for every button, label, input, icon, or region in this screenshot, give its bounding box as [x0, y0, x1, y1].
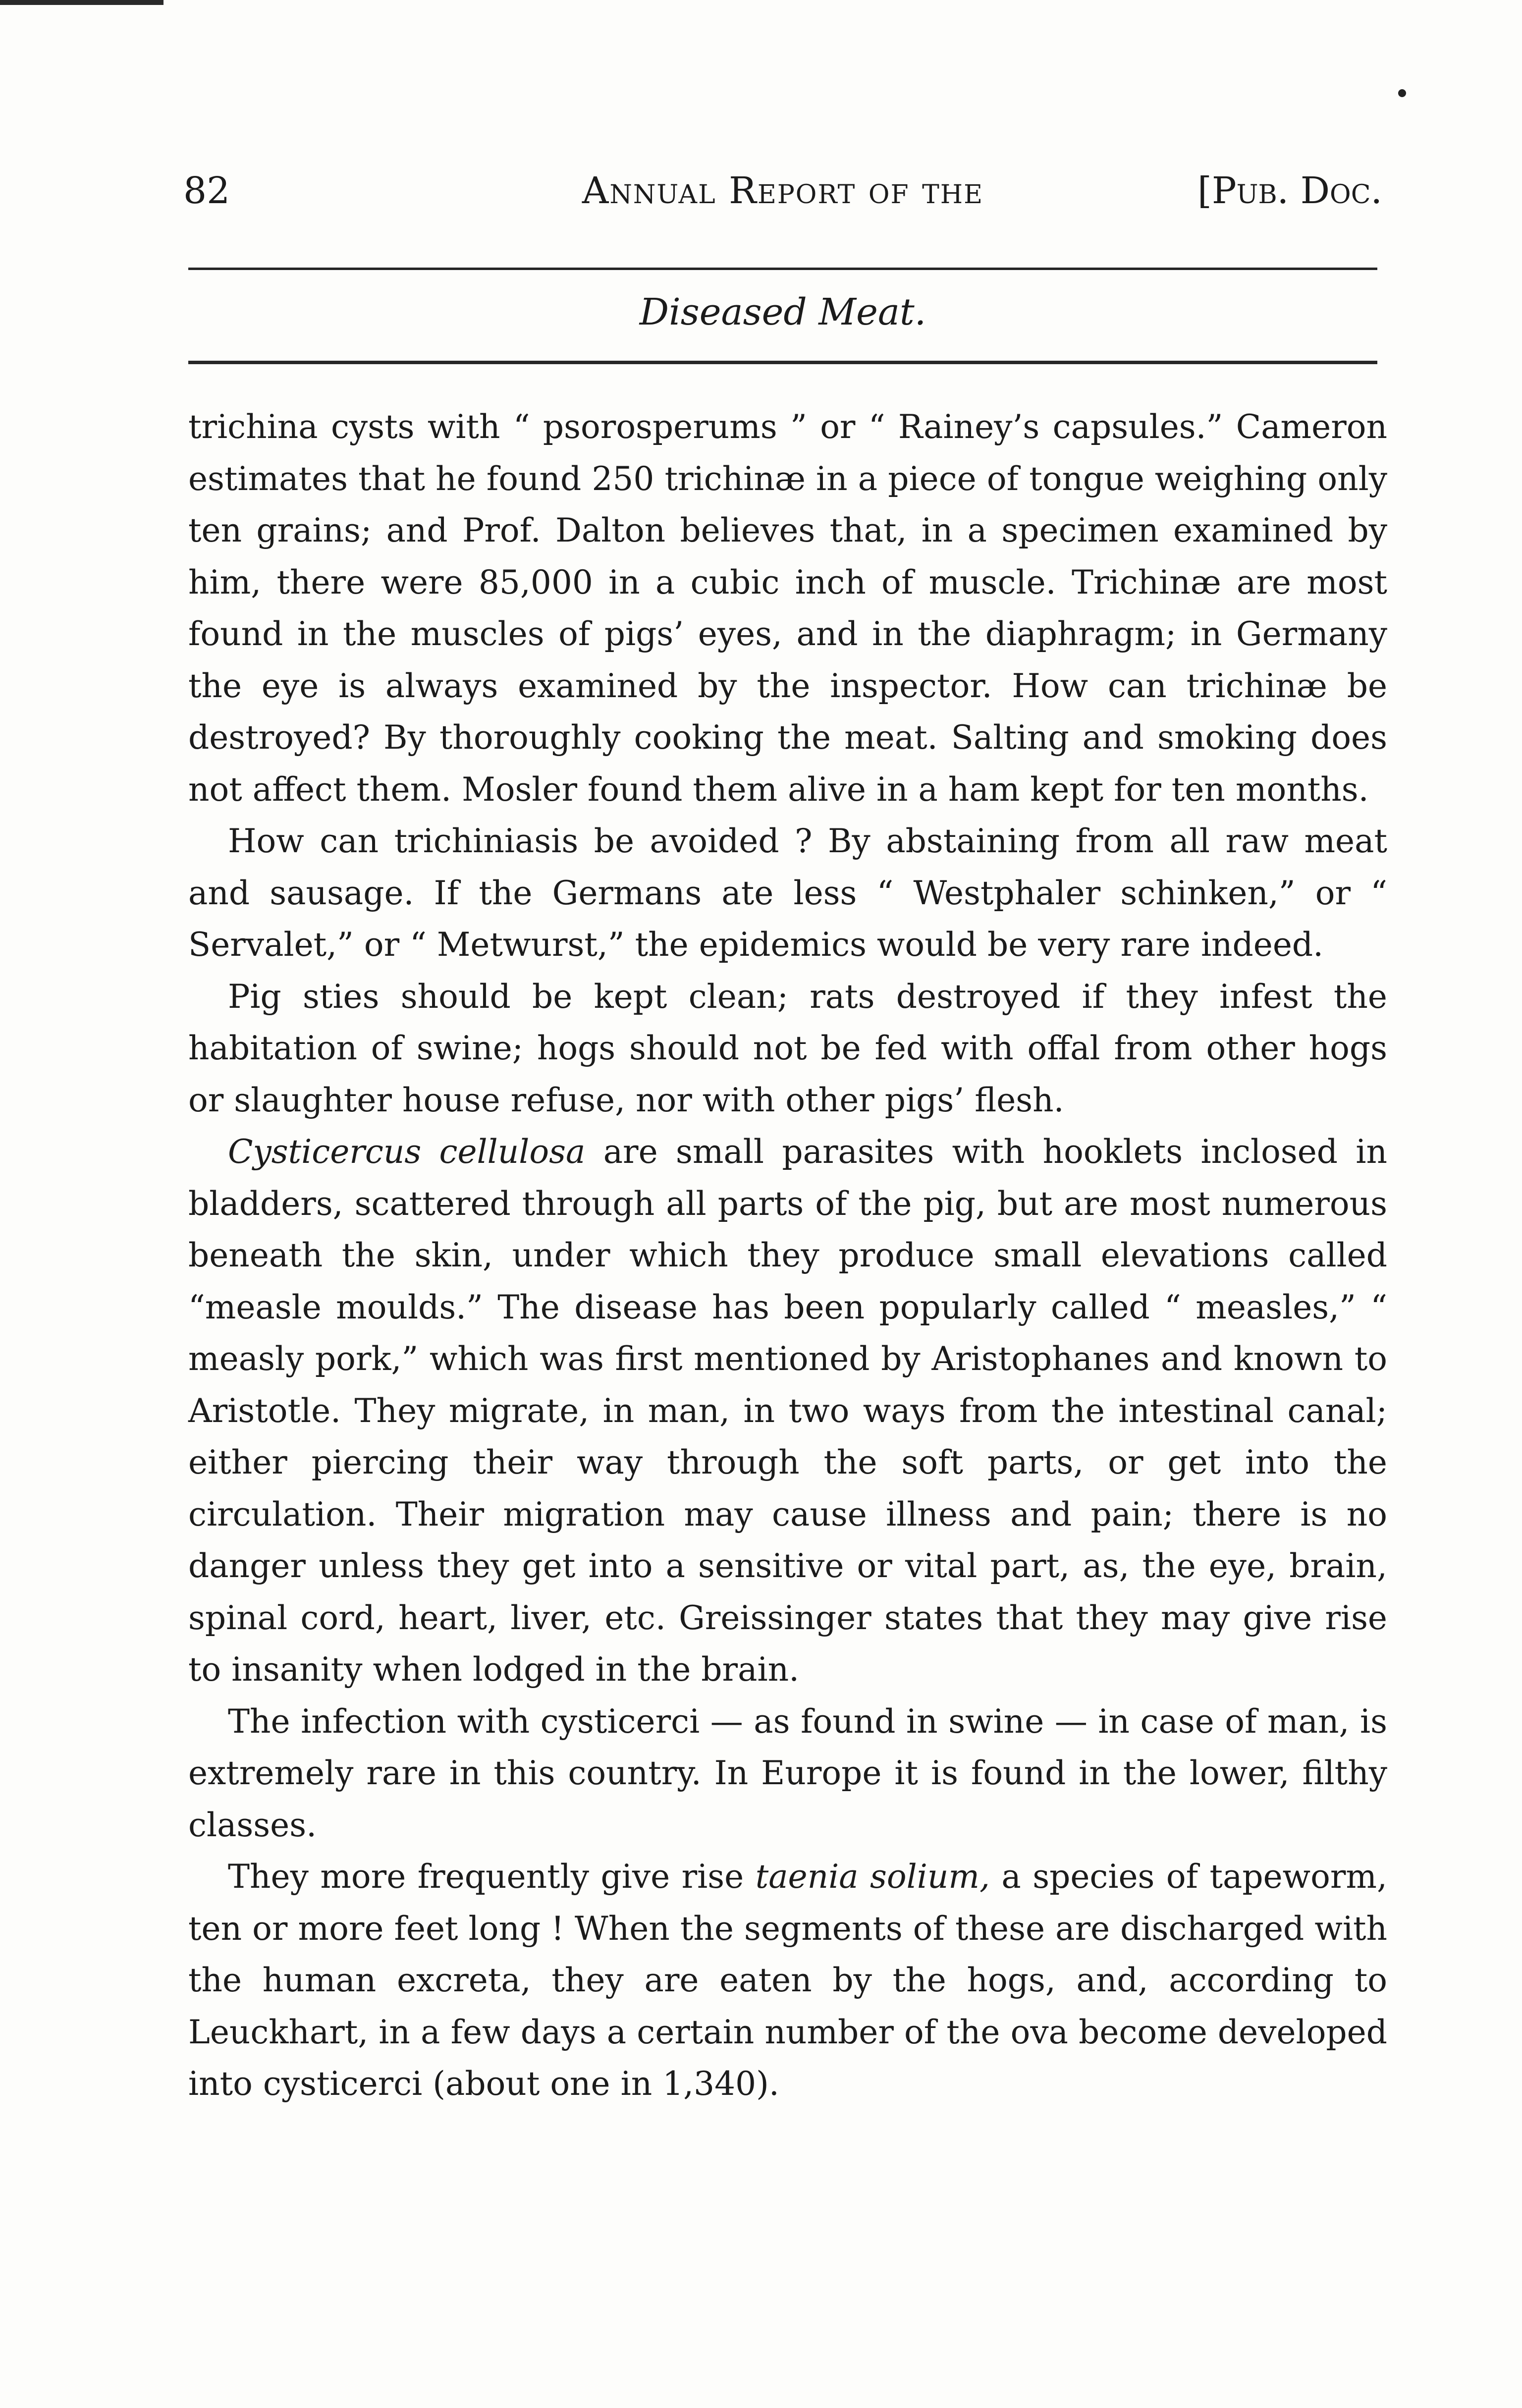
paragraph-cysticercus-text: are small parasites with hooklets inclosed in bladders, scattered through all parts of the pig, but are most numerous beneath the skin, under which they produce small elevations called “measle moulds.” The disease has been popularly called “ measles,” “ measly pork,” which was first mentioned by Aristophanes and known to Aristotle. They migrate, in man, in two ways from the intestinal canal; either piercing their way through the soft parts, or get into the circulation. Their migration may cause illness and pain; there is no danger unless they get into a sensitive or vital part, as, the eye, brain, spinal cord, heart, liver, etc. Greissinger states that they may give rise to insanity when lodged in the brain. [188, 1133, 1387, 1689]
running-header [183, 164, 1382, 218]
paragraph-cysticercus [188, 1126, 1387, 1696]
paragraph-taenia-start: They more frequently give rise [228, 1858, 756, 1896]
paragraph-trichiniasis-avoidance: How can trichiniasis be avoided ? By abstaining from all raw meat and sausage. If the Germans ate less “ Westphaler schinken,” or “ Servalet,” or “ Metwurst,” the epidemics would be very rare indeed. [188, 822, 1387, 964]
scan-edge-mark [0, 0, 163, 5]
body-text [188, 401, 1387, 2110]
page-number: 82 [183, 169, 230, 212]
paragraph-taenia-text: a species of tapeworm, ten or more feet long ! When the segments of these are discharged with the human excreta, they are eaten by the hogs, and, according to Leuckhart, in a few days a certain number of the ova become developed into cysticerci (about one in 1,340). [188, 1858, 1387, 2103]
header-rule-bottom [188, 361, 1377, 364]
term-cysticercus-cellulosa: Cysticercus cellulosa [228, 1133, 586, 1171]
header-rule-top [188, 268, 1377, 270]
section-title: Diseased Meat. [639, 291, 926, 333]
term-taenia-solium: taenia solium, [755, 1858, 990, 1896]
document-reference: [Pub. Doc. [1197, 169, 1382, 212]
paragraph-pig-sties: Pig sties should be kept clean; rats destroyed if they infest the habitation of swine; hogs should not be fed with offal from other hogs or slaughter house refuse, nor with other pigs’ flesh. [188, 977, 1387, 1119]
paragraph-taenia [188, 1851, 1387, 2110]
ink-speck [1398, 89, 1406, 97]
running-title: Annual Report of the [582, 169, 984, 212]
paragraph-trichina-cysts: trichina cysts with “ psorosperums ” or “ Rainey’s capsules.” Cameron estimates that he found 250 trichinæ in a piece of tongue weighing only ten grains; and Prof. Dalton believes that, in a specimen examined by him, there were 85,000 in a cubic inch of muscle. Trichinæ are most found in the muscles of pigs’ eyes, and in the diaphragm; in Germany the eye is always examined by the inspector. How can trichinæ be destroyed? By thoroughly cooking the meat. Salting and smoking does not affect them. Mosler found them alive in a ham kept for ten months. [188, 408, 1387, 809]
paragraph-infection: The infection with cysticerci — as found in swine — in case of man, is extremely rare in this country. In Europe it is found in the lower, filthy classes. [188, 1702, 1387, 1844]
